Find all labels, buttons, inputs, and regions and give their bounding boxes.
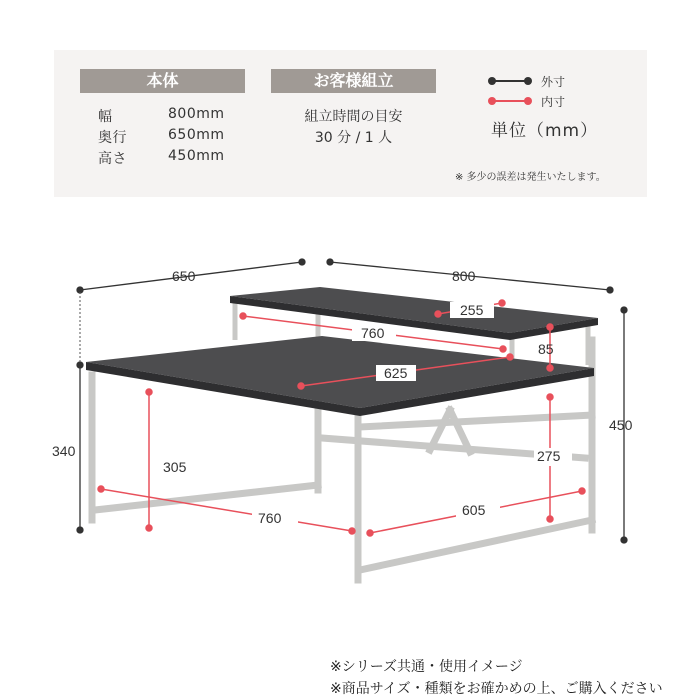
bottom-depth-dot-right	[579, 488, 585, 494]
upper-width-dot-left	[240, 313, 246, 319]
upper-width-dot-right	[500, 346, 506, 352]
left-leg-height-dot-top	[146, 389, 152, 395]
left-leg-height-dot-bottom	[146, 525, 152, 531]
footnote-confirm-product: ※商品サイズ・種類をお確かめの上、ご購入ください	[330, 681, 663, 697]
front-top-rail	[360, 415, 592, 427]
width-outer-dot-right	[607, 287, 613, 293]
tolerance-note: ※ 多少の誤差は発生いたします。	[455, 172, 606, 183]
spec-label-width: 幅	[98, 109, 113, 125]
upper-depth-dot-right	[499, 300, 505, 306]
assembly-title-badge: お客様組立	[271, 69, 436, 93]
upper-height-label: 85	[538, 341, 554, 357]
assembly-time-value: 30 分 / 1 人	[314, 130, 393, 146]
depth-outer-dot-right	[299, 259, 305, 265]
depth-outer-label: 650	[172, 268, 196, 284]
outer-dimension-legend-label: 外寸	[541, 75, 566, 89]
assembly-time-label: 組立時間の目安	[304, 109, 403, 125]
width-outer-label: 800	[452, 268, 476, 284]
bottom-width-dot-right	[349, 528, 355, 534]
footnote-series-image: ※シリーズ共通・使用イメージ	[330, 659, 523, 675]
main-depth-dot-left	[298, 383, 304, 389]
spec-value-depth: 650mm	[168, 127, 225, 143]
unit-label: 単位（mm）	[491, 121, 599, 141]
inner-dimension-legend-label: 内寸	[541, 95, 566, 109]
spec-label-depth: 奥行	[98, 130, 127, 146]
upper-height-dot-top	[547, 324, 553, 330]
bottom-width-dot-left	[98, 486, 104, 492]
desk-height-dot-bottom	[77, 527, 83, 533]
bottom-depth-label: 605	[462, 502, 486, 518]
total-height-label: 450	[609, 417, 633, 433]
right-leg-height-label: 275	[537, 448, 561, 464]
spec-label-height: 高さ	[98, 151, 127, 167]
main-depth-dot-right	[507, 354, 513, 360]
bottom-depth-dot-left	[367, 530, 373, 536]
desk-height-label: 340	[52, 443, 76, 459]
left-leg-height-label: 305	[163, 459, 187, 475]
upper-height-dot-bottom	[547, 365, 553, 371]
upper-width-label: 760	[361, 325, 385, 341]
desk-height-dot-top	[77, 362, 83, 368]
main-depth-label: 625	[384, 365, 408, 381]
main-desktop-top	[86, 336, 594, 408]
width-outer-dot-left	[327, 259, 333, 265]
bottom-width-label: 760	[258, 510, 282, 526]
right-leg-height-dot-bottom	[547, 516, 553, 522]
upper-depth-dot-left	[435, 311, 441, 317]
right-leg-height-dot-top	[547, 394, 553, 400]
total-height-dot-top	[621, 307, 627, 313]
total-height-dot-bottom	[621, 537, 627, 543]
spec-value-height: 450mm	[168, 148, 225, 164]
spec-value-width: 800mm	[168, 106, 225, 122]
body-title-badge: 本体	[80, 69, 245, 93]
upper-depth-label: 255	[460, 302, 484, 318]
